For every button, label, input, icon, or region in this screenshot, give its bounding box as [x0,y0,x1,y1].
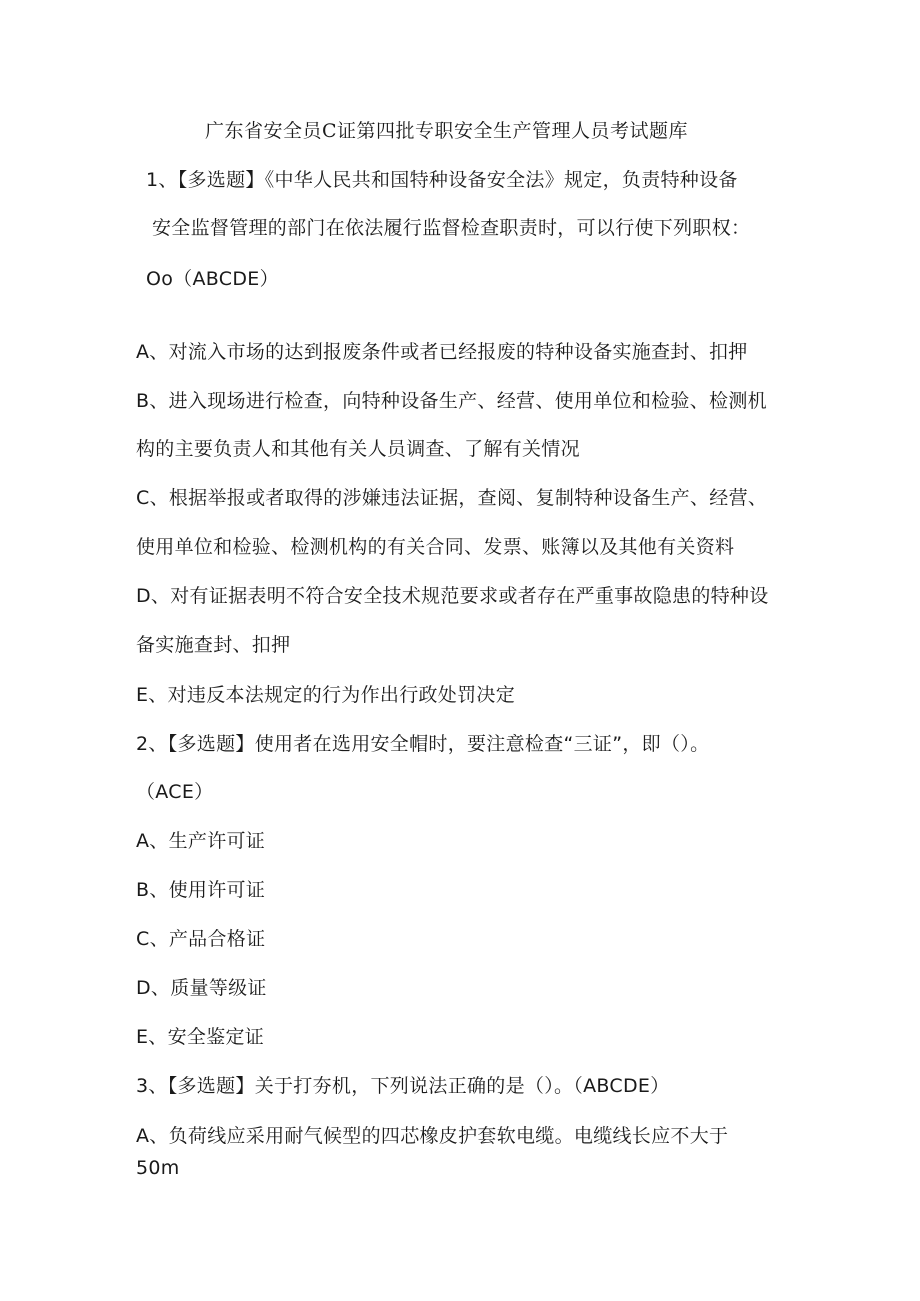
question-2-answer: （ACE） [136,781,214,803]
question-1-option-b-line-1: B、进入现场进行检查，向特种设备生产、经营、使用单位和检验、检测机 [136,390,767,412]
question-2-option-c: C、产品合格证 [136,928,266,950]
question-2-option-b: B、使用许可证 [136,879,266,901]
question-1-answer: Oo（ABCDE） [146,268,279,290]
question-1-option-c-line-1: C、根据举报或者取得的涉嫌违法证据，查阅、复制特种设备生产、经营、 [136,487,768,509]
document-title: 广东省安全员C证第四批专职安全生产管理人员考试题库 [205,120,689,142]
question-1-option-d-line-2: 备实施查封、扣押 [136,634,291,656]
question-2-line-1: 2、【多选题】使用者在选用安全帽时，要注意检查“三证”，即（）。 [136,733,710,755]
question-1-option-e: E、对违反本法规定的行为作出行政处罚决定 [136,684,516,706]
question-1-option-d-line-1: D、对有证据表明不符合安全技术规范要求或者存在严重事故隐患的特种设 [136,585,769,607]
question-1-option-a: A、对流入市场的达到报废条件或者已经报废的特种设备实施查封、扣押 [136,341,748,363]
question-3-line-1: 3、【多选题】关于打夯机，下列说法正确的是（）。（ABCDE） [136,1075,670,1097]
question-1-option-b-line-2: 构的主要负责人和其他有关人员调查、了解有关情况 [136,438,580,460]
question-3-option-a-line-1: A、负荷线应采用耐气候型的四芯橡皮护套软电缆。电缆线长应不大于 [136,1125,729,1147]
question-3-option-a-line-2: 50m [136,1157,180,1179]
question-1-line-2: 安全监督管理的部门在依法履行监督检查职责时，可以行使下列职权： [152,217,751,239]
question-2-option-a: A、生产许可证 [136,830,266,852]
question-2-option-d: D、质量等级证 [136,977,267,999]
question-2-option-e: E、安全鉴定证 [136,1026,265,1048]
question-1-option-c-line-2: 使用单位和检验、检测机构的有关合同、发票、账簿以及其他有关资料 [136,536,735,558]
question-1-line-1: 1、【多选题】《中华人民共和国特种设备安全法》规定，负责特种设备 [146,169,738,191]
